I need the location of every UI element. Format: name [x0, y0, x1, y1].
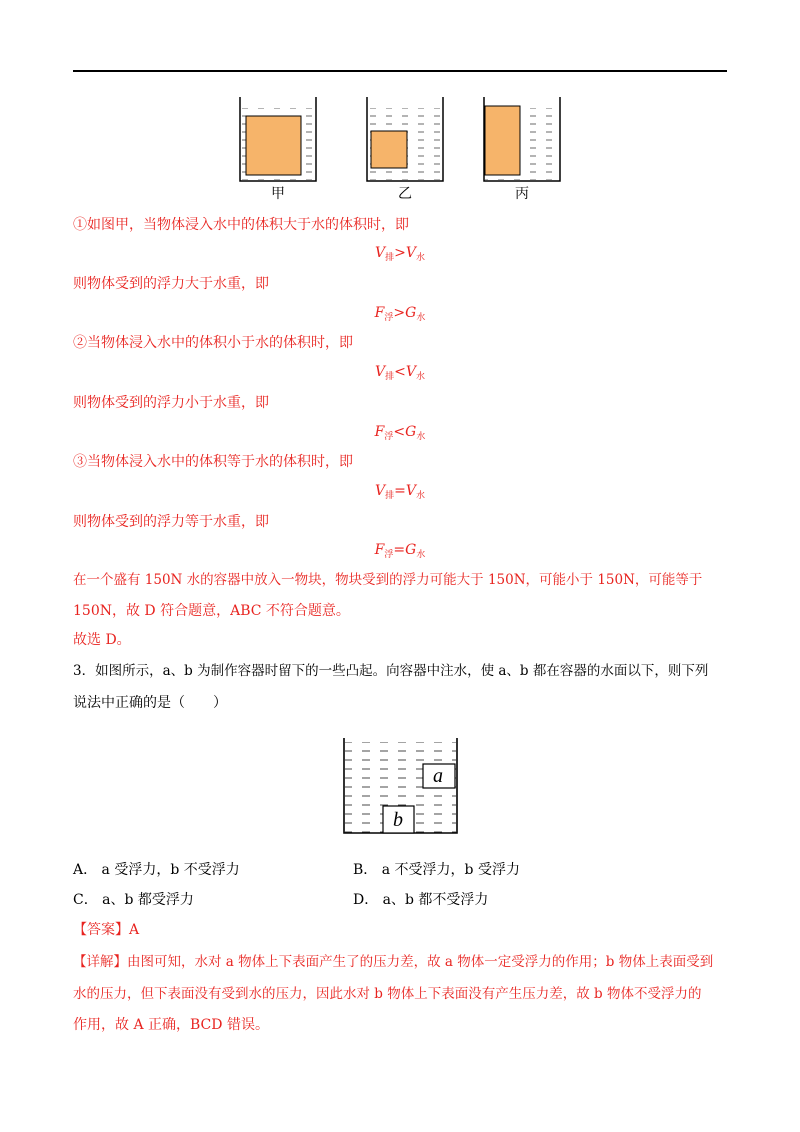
label-jia: 甲 — [271, 186, 285, 202]
formula-3: $V_排<V_水$ — [374, 364, 425, 382]
detail-line-1 — [73, 952, 713, 972]
answer-value: A — [129, 922, 140, 938]
bump-a-label: a — [433, 765, 443, 787]
detail-tag: 【详解】 — [73, 954, 127, 970]
question-3-line-1: 3．如图所示，a、b 为制作容器时留下的一些凸起。向容器中注水，使 a、b 都在容器的水面以下，则下列 — [73, 663, 709, 679]
formula-2: $F_浮>G_水$ — [374, 305, 426, 323]
formula-6: $F_浮=G_水$ — [374, 542, 426, 560]
explanation-line-9: 故选 D。 — [73, 632, 131, 648]
block-jia — [246, 116, 301, 175]
option-d[interactable]: D． a、b 都不受浮力 — [353, 892, 489, 908]
explanation-line-1: ①如图甲，当物体浸入水中的体积大于水的体积时，即 — [73, 217, 409, 233]
explanation-line-6: 则物体受到的浮力等于水重，即 — [73, 514, 269, 530]
formula-5: $V_排=V_水$ — [374, 483, 425, 501]
explanation-line-4: 则物体受到的浮力小于水重，即 — [73, 395, 269, 411]
answer-line — [73, 920, 139, 940]
container-figure-2 — [0, 720, 800, 860]
container-jia — [240, 97, 316, 181]
block-bing — [485, 106, 520, 175]
explanation-line-7: 在一个盛有 150N 水的容器中放入一物块，物块受到的浮力可能大于 150N，可能小于 150N，可能等于 — [73, 572, 703, 588]
answer-tag: 【答案】 — [73, 922, 129, 938]
explanation-line-5: ③当物体浸入水中的体积等于水的体积时，即 — [73, 454, 353, 470]
detail-line-3: 作用，故 A 正确，BCD 错误。 — [73, 1017, 269, 1033]
option-b[interactable]: B． a 不受浮力，b 受浮力 — [353, 862, 520, 878]
container-bing — [484, 97, 560, 181]
option-c[interactable]: C． a、b 都受浮力 — [73, 892, 194, 908]
container-yi — [367, 97, 443, 181]
option-a[interactable]: A． a 受浮力，b 不受浮力 — [73, 862, 240, 878]
explanation-line-8: 150N，故 D 符合题意，ABC 不符合题意。 — [73, 603, 350, 619]
formula-1: $V_排>V_水$ — [374, 245, 425, 263]
detail-line-2: 水的压力，但下表面没有受到水的压力，因此水对 b 物体上下表面没有产生压力差，故 b 物体不受浮力的 — [73, 986, 702, 1002]
question-3-line-2: 说法中正确的是（ ） — [73, 695, 227, 711]
block-yi — [371, 131, 407, 168]
explanation-line-3: ②当物体浸入水中的体积小于水的体积时，即 — [73, 335, 353, 351]
detail-text-1: 由图可知，水对 a 物体上下表面产生了的压力差，故 a 物体一定受浮力的作用；b 物体上表面受到 — [127, 954, 714, 970]
explanation-line-2: 则物体受到的浮力大于水重，即 — [73, 276, 269, 292]
label-yi: 乙 — [398, 186, 412, 202]
formula-4: $F_浮<G_水$ — [374, 424, 426, 442]
container-figure-1 — [0, 0, 800, 200]
label-bing: 丙 — [515, 186, 529, 202]
bump-b-label: b — [393, 809, 403, 831]
